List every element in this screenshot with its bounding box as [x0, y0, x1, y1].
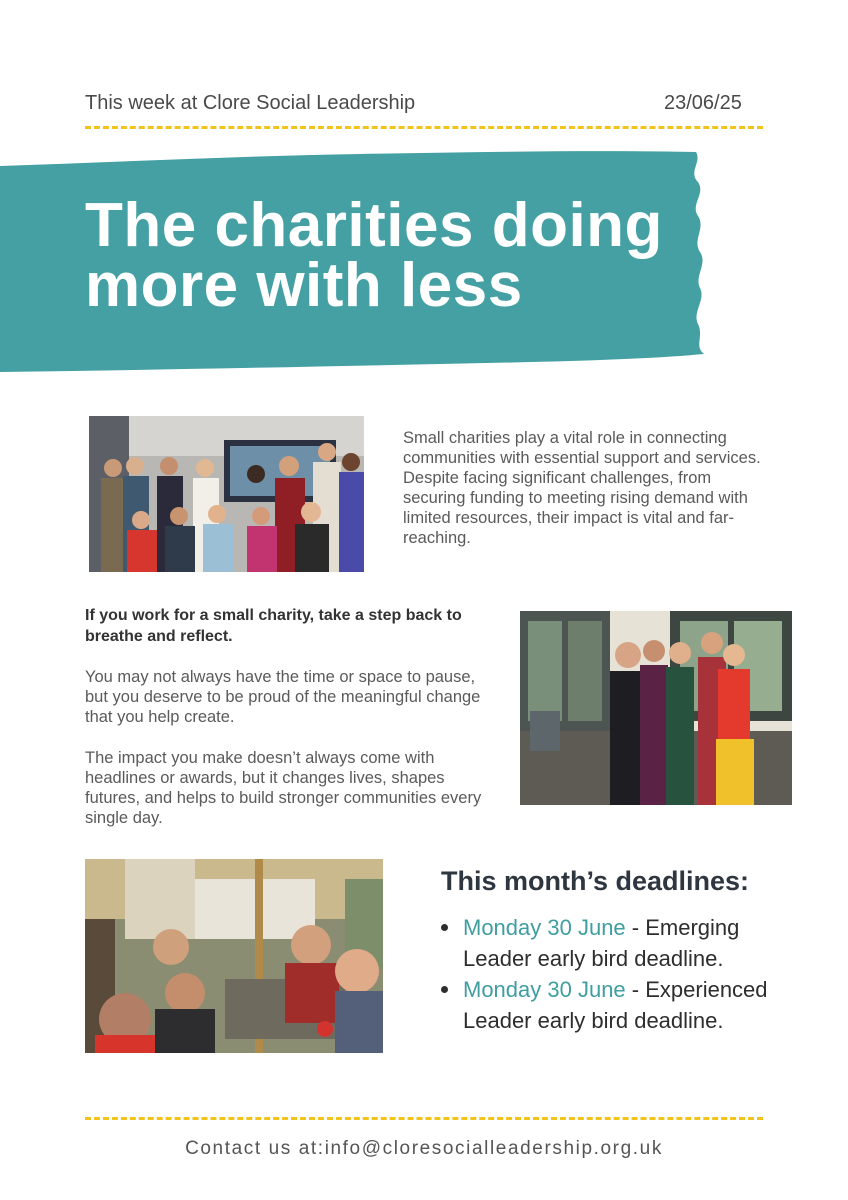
title-line-1: The charities doing [85, 191, 663, 260]
body-paragraph-1: You may not always have the time or space to pause, but you deserve to be proud of the meaningful change that you help create. [85, 668, 481, 726]
deadline-description: - Emerging Leader early bird deadline. [463, 915, 740, 971]
deadline-item [441, 974, 791, 1036]
page-title [85, 191, 663, 320]
deadlines-list [441, 912, 791, 1036]
body-paragraph-2: The impact you make doesn’t always come with headlines or awards, but it changes lives, shapes futures, and helps to build stronger communities every single day. [85, 749, 482, 827]
deadline-date: Monday 30 June [463, 915, 626, 940]
lead-statement: If you work for a small charity, take a step back to breathe and reflect. [85, 607, 462, 645]
bottom-divider [85, 1117, 763, 1120]
outdoor-gathering-photo [85, 859, 383, 1053]
deadline-date: Monday 30 June [463, 977, 626, 1002]
contact-line[interactable]: Contact us at:info@cloresocialleadership.org.uk [185, 1138, 663, 1159]
deadline-item [441, 912, 791, 974]
group-photo-meeting-room [89, 416, 364, 572]
title-line-2: more with less [85, 251, 523, 320]
deadlines-heading: This month’s deadlines: [441, 866, 750, 896]
top-divider [85, 126, 763, 129]
bullet-icon [441, 924, 448, 931]
newsletter-heading: This week at Clore Social Leadership [85, 92, 416, 114]
issue-date: 23/06/25 [664, 92, 742, 114]
intro-paragraph: Small charities play a vital role in connecting communities with essential support and services. Despite facing significant challenges, from securing funding to meeting rising demand with limited resources, their impact is vital and far-reaching. [403, 429, 761, 547]
group-selfie-photo [520, 611, 792, 805]
bullet-icon [441, 986, 448, 993]
deadline-description: - Experienced Leader early bird deadline. [463, 977, 768, 1033]
